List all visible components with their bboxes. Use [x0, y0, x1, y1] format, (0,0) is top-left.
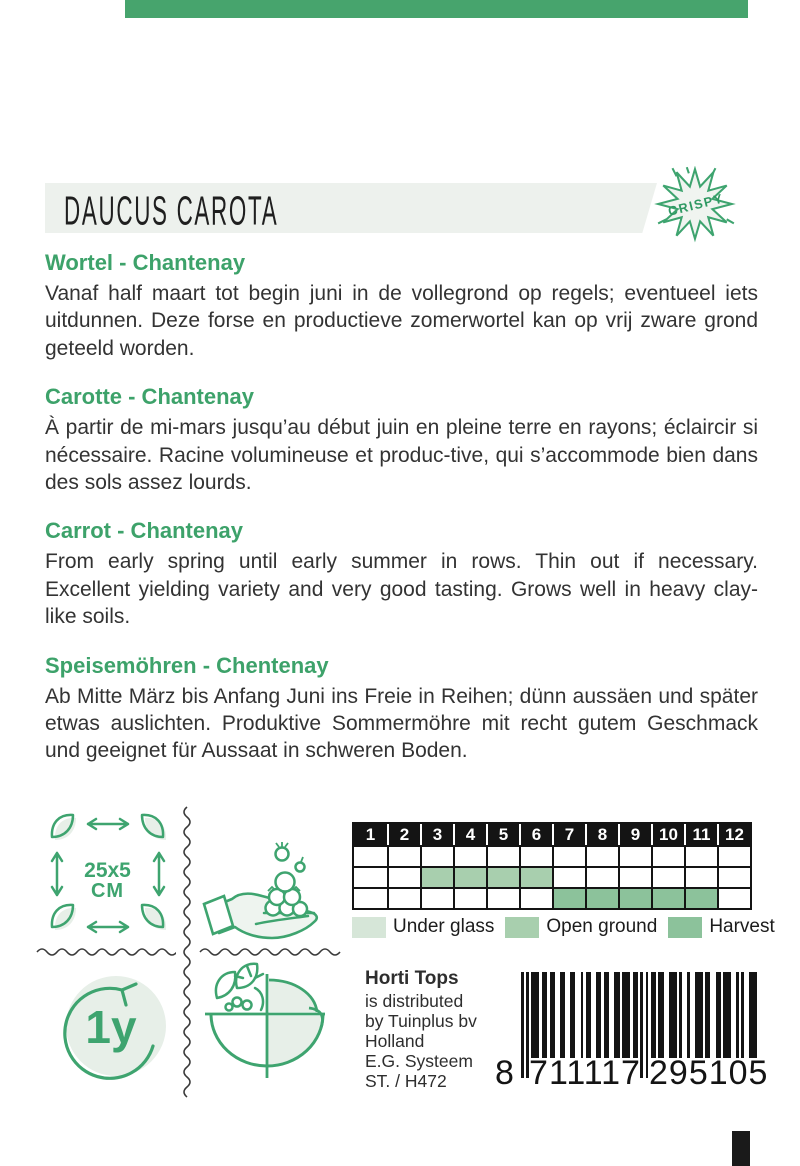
- calendar-month-header: 3: [420, 824, 453, 845]
- calendar-cell: [387, 866, 420, 887]
- plant-spacing-icon: [40, 803, 175, 945]
- calendar-cell: [717, 845, 750, 866]
- calendar-cell: [486, 845, 519, 866]
- calendar-cell: [486, 866, 519, 887]
- calendar-cell: [420, 866, 453, 887]
- section-heading: Speisemöhren - Chentenay: [45, 652, 329, 678]
- produce-pile: [266, 842, 308, 916]
- calendar-month-header: 10: [651, 824, 684, 845]
- calendar-month-header: 6: [519, 824, 552, 845]
- calendar-month-header: 7: [552, 824, 585, 845]
- cycle-duration-label: 1y: [85, 1001, 137, 1053]
- calendar-cell: [519, 845, 552, 866]
- distributor-line: E.G. Systeem: [365, 1051, 473, 1071]
- calendar-month-header: 4: [453, 824, 486, 845]
- section-body: Vanaf half maart tot begin juni in de vollegrond op regels; eventueel iets uitdunnen. Deze forse en productieve zomerwortel kan op vrij zware grond geteeld worden.: [45, 282, 758, 360]
- calendar-cell: [618, 887, 651, 908]
- section-heading: Carotte - Chantenay: [45, 384, 255, 410]
- calendar-cell: [618, 866, 651, 887]
- calendar-cell: [651, 887, 684, 908]
- vertical-wavy-divider: [182, 806, 192, 1098]
- calendar-cell: [684, 866, 717, 887]
- section-heading: Carrot - Chantenay: [45, 518, 244, 544]
- section-english: [45, 518, 758, 630]
- calendar-cell: [354, 866, 387, 887]
- distributor-line: Holland: [365, 1031, 425, 1051]
- calendar-cell: [585, 887, 618, 908]
- badge-label: CRISPY: [666, 190, 726, 219]
- calendar-cell: [519, 866, 552, 887]
- calendar-cell: [387, 887, 420, 908]
- legend-label: Open ground: [546, 916, 658, 937]
- calendar-month-header: 11: [684, 824, 717, 845]
- section-french: [45, 384, 758, 496]
- calendar-cell: [486, 887, 519, 908]
- ean-barcode: [495, 970, 771, 1092]
- section-dutch: [45, 250, 758, 362]
- calendar-cell: [552, 845, 585, 866]
- legend-label: Under glass: [393, 916, 495, 937]
- horizontal-wavy-divider: [199, 947, 341, 957]
- legend-swatch: [505, 917, 539, 938]
- distributor-line: is distributed: [365, 991, 464, 1011]
- calendar-month-header: 9: [618, 824, 651, 845]
- calendar-cell: [651, 866, 684, 887]
- calendar-legend: [352, 916, 775, 938]
- sowing-calendar-table: [352, 822, 752, 910]
- calendar-cell: [585, 845, 618, 866]
- barcode-digit: 8: [495, 1054, 514, 1092]
- legend-item: [352, 916, 494, 938]
- spacing-unit: CM: [90, 880, 125, 902]
- calendar-cell: [552, 887, 585, 908]
- calendar-cell: [420, 845, 453, 866]
- barcode-digits-left: 711117: [529, 1054, 641, 1092]
- legend-item: [668, 916, 774, 938]
- calendar-cell: [453, 887, 486, 908]
- section-body: À partir de mi-mars jusqu’au début juin en pleine terre en rayons; éclaircir si nécessaire. Racine volumineuse et produc-tive, qui s’accommode bien dans des sols assez lourds.: [45, 416, 758, 495]
- calendar-row: [354, 866, 750, 887]
- spacing-value: 25x5: [84, 859, 131, 882]
- calendar-month-header: 5: [486, 824, 519, 845]
- legend-swatch: [352, 917, 386, 938]
- calendar-cell: [552, 866, 585, 887]
- calendar-cell: [354, 845, 387, 866]
- distributor-line: by Tuinplus bv: [365, 1011, 477, 1031]
- calendar-cell: [618, 845, 651, 866]
- calendar-month-header: 12: [717, 824, 750, 845]
- calendar-cell: [651, 845, 684, 866]
- horizontal-wavy-divider: [36, 947, 176, 957]
- calendar-cell: [354, 887, 387, 908]
- calendar-cell: [684, 845, 717, 866]
- top-green-bar: [125, 0, 748, 18]
- crispy-badge: [652, 166, 740, 244]
- calendar-cell: [585, 866, 618, 887]
- calendar-cell: [717, 866, 750, 887]
- calendar-row: [354, 845, 750, 866]
- calendar-month-header: 8: [585, 824, 618, 845]
- calendar-cell: [717, 887, 750, 908]
- legend-item: [505, 916, 657, 938]
- salad-bowl-icon: [203, 958, 335, 1086]
- section-german: [45, 653, 758, 765]
- calendar-cell: [684, 887, 717, 908]
- calendar-cell: [420, 887, 453, 908]
- calendar-cell: [453, 845, 486, 866]
- page-title: DAUCUS CAROTA: [64, 189, 279, 234]
- calendar-month-header: 1: [354, 824, 387, 845]
- barcode-digits-right: 295105: [649, 1054, 769, 1092]
- section-body: From early spring until early summer in rows. Thin out if necessary. Excellent yielding variety and very good tasting. Grows well in heavy clay-like soils.: [45, 550, 758, 629]
- calendar-cell: [453, 866, 486, 887]
- calendar-cell: [519, 887, 552, 908]
- spacing-text: [40, 861, 175, 901]
- calendar-cell: [387, 845, 420, 866]
- hand-with-produce-icon: [196, 814, 348, 942]
- section-heading: Wortel - Chantenay: [45, 250, 246, 275]
- section-body: Ab Mitte März bis Anfang Juni ins Freie in Reihen; dünn aussäen und später etwas auslichten. Produktive Sommermöhre mit recht gutem Geschmack und geeignet für Aussaat in schweren Boden.: [45, 684, 758, 763]
- calendar-row: [354, 887, 750, 908]
- legend-label: Harvest: [709, 916, 775, 937]
- distributor-line: ST. / H472: [365, 1071, 447, 1091]
- legend-swatch: [668, 917, 702, 938]
- annual-cycle-icon: [52, 972, 170, 1090]
- print-registration-mark: [732, 1131, 750, 1166]
- brand-name: Horti Tops: [365, 968, 459, 989]
- description-sections: [45, 250, 758, 765]
- salad-leaves: [216, 964, 263, 1011]
- calendar-month-header: 2: [387, 824, 420, 845]
